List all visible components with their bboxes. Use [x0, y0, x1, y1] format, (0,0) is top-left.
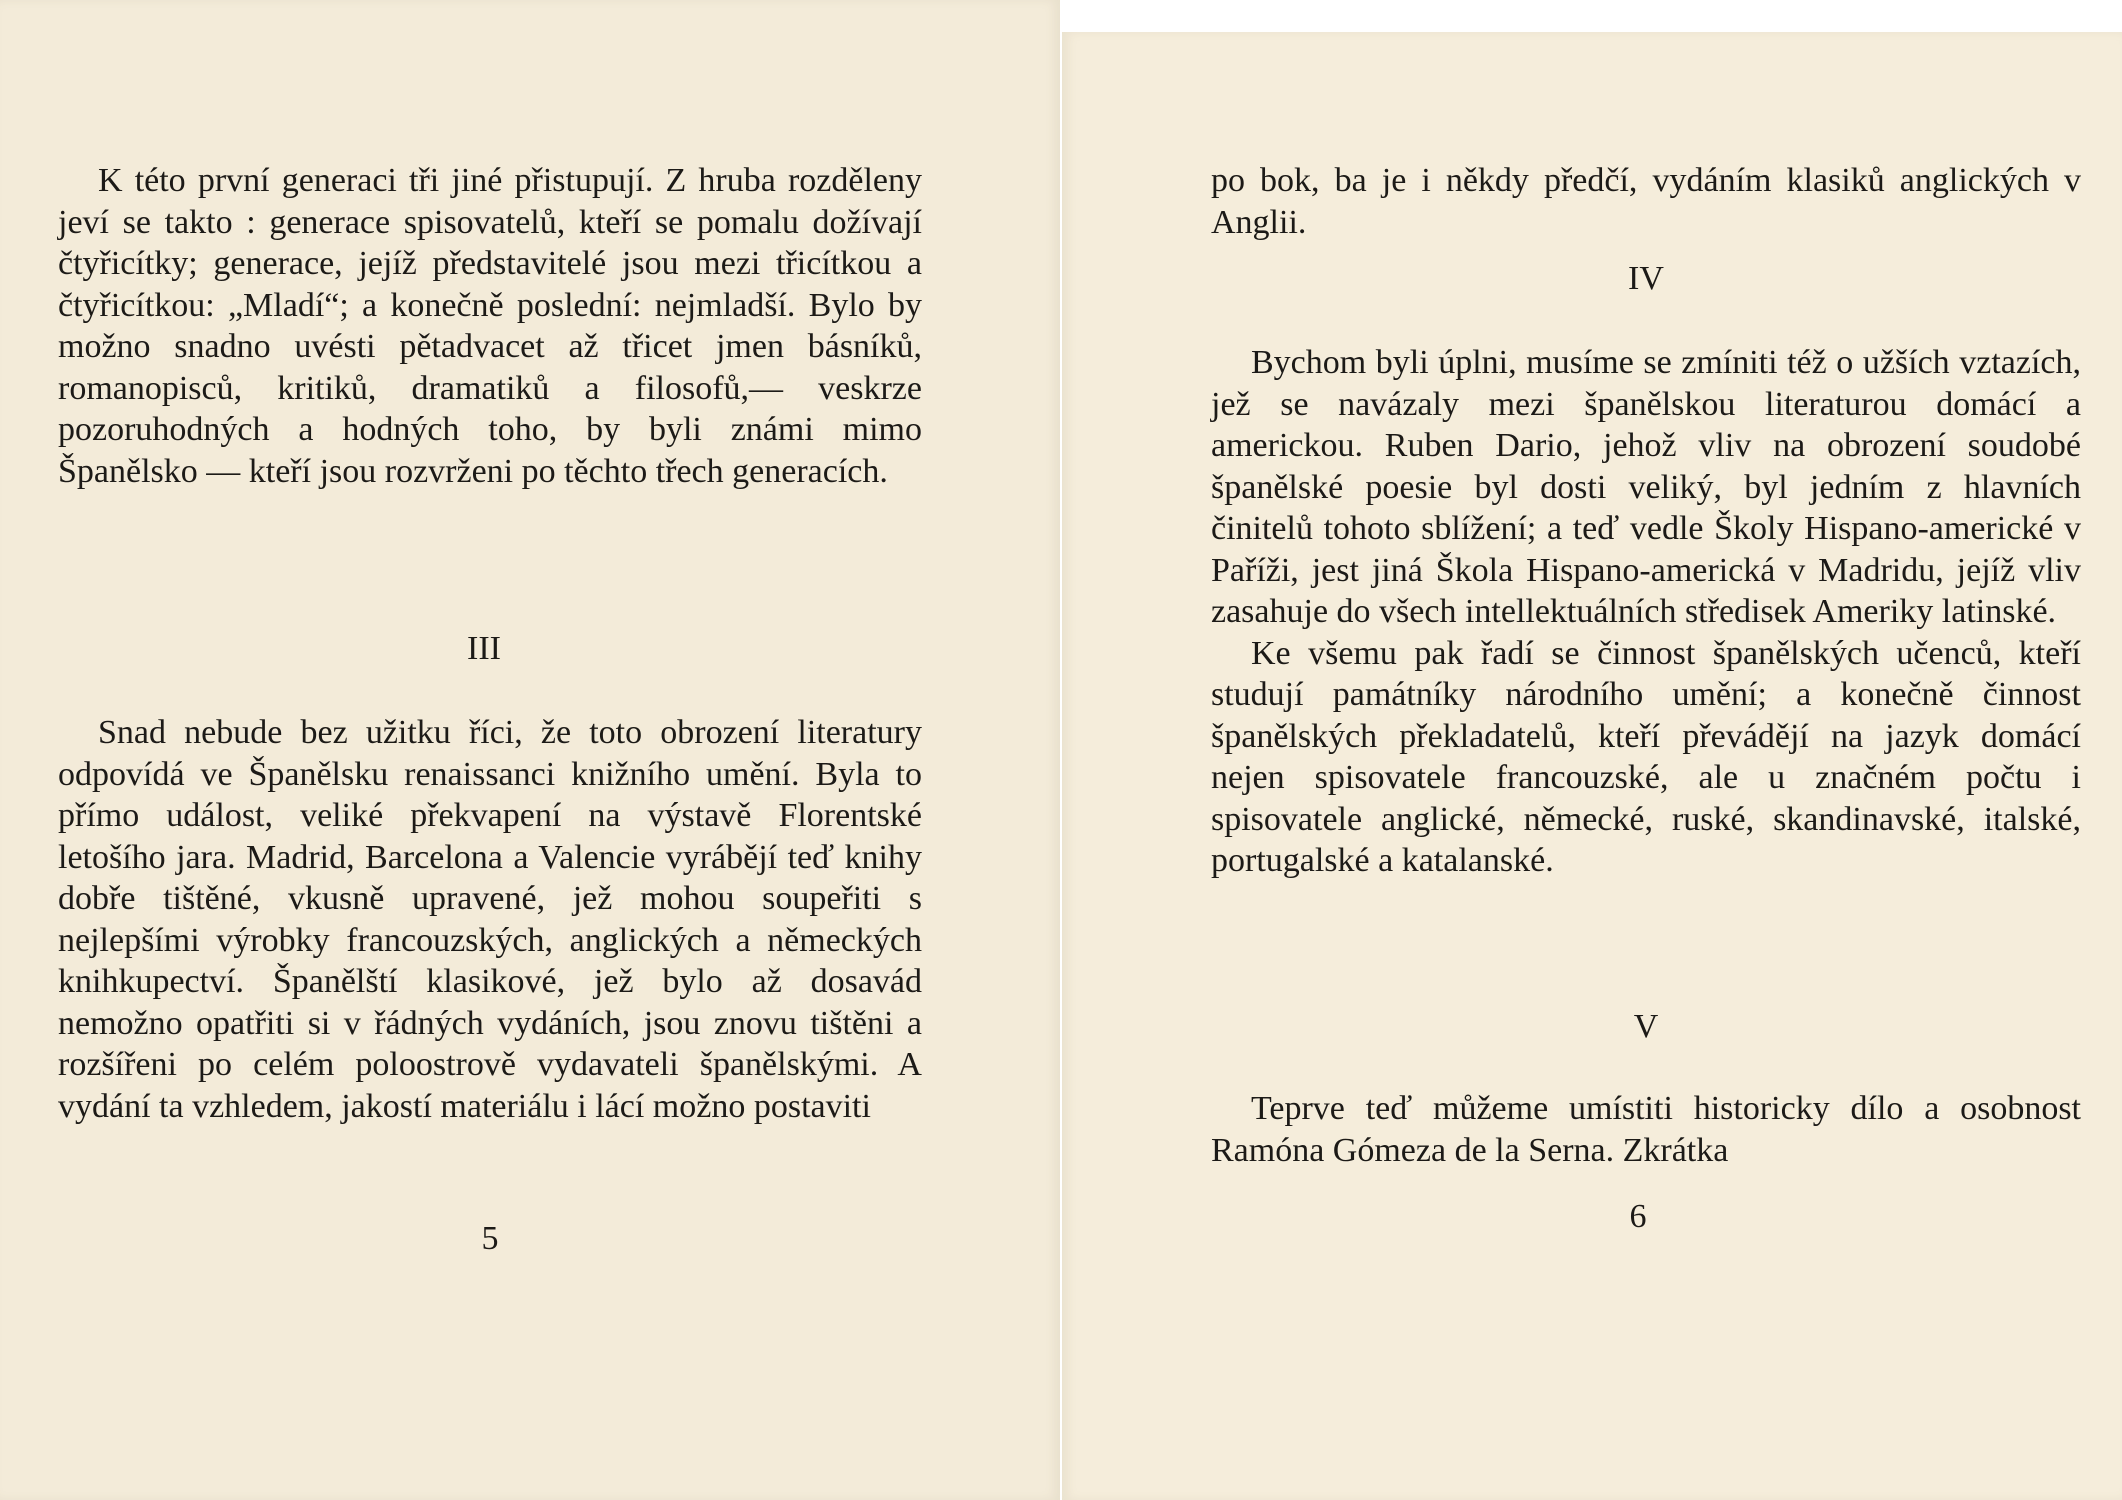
right-paragraph-2: Bychom byli úplni, musíme se zmíniti též o užších vztazích, jež se navázaly mezi španělskou literaturou domácí a americkou. Ruben Dario, jehož vliv na obrození soudobé španělské poesie byl dosti veliký, byl jedním z hlavních činitelů tohoto sblížení; a teď vedle Školy Hispano-americké v Paříži, jest jiná Škola Hispano-americká v Madridu, jejíž vliv zasahuje do všech intellektuálních středisek Ameriky latinské.: [1211, 344, 2081, 630]
left-paragraph-1: K této první generaci tři jiné přistupují. Z hruba rozděleny jeví se takto : generace spisovatelů, kteří se pomalu dožívají čtyřicítky; generace, jejíž představitelé jsou mezi třicítkou a čtyřicítkou: „Mladí“; a konečně poslední: nejmladší. Bylo by možno snadno uvésti pětadvacet až třicet jmen básníků, romanopisců, kritiků, dramatiků a filosofů,— veskrze pozoruhodných a hodných toho, by byli známi mimo Španělsko — kteří jsou rozvrženi po těchto třech generacích.: [58, 162, 922, 490]
right-section-heading-v: V: [1633, 1008, 1659, 1045]
right-text-top: [1211, 160, 2081, 243]
right-paragraph-3: Ke všemu pak řadí se činnost španělských učenců, kteří studují památníky národního umění; a konečně činnost španělských překladatelů, kteří převádějí na jazyk domácí nejen spisovatele francouzské, ale u značném počtu i spisovatele anglické, německé, ruské, skandinavské, italské, portugalské a katalanské.: [1211, 634, 2081, 879]
left-page-number: 5: [481, 1220, 499, 1257]
left-paragraph-2: Snad nebude bez užitku říci, že toto obrození literatury odpovídá ve Španělsku renaissanci knižního umění. Byla to přímo událost, veliké překvapení na výstavě Florentské letošího jara. Madrid, Barcelona a Valencie vyrábějí teď knihy dobře tištěné, vkusně upravené, jež mohou soupeřiti s nejlepšími výrobky francouzských, anglických a německých knihkupectví. Španělští klasikové, jež bylo až dosavád nemožno opatřiti si v řádných vydáních, jsou znovu tištěni a rozšířeni po celém poloostrově vydavateli španělskými. A vydání ta vzhledem, jakostí materiálu i lácí možno postaviti: [58, 714, 922, 1125]
right-paragraph-4: Teprve teď můžeme umístiti historicky dílo a osobnost Ramóna Gómeza de la Serna. Zkrátka: [1211, 1090, 2081, 1169]
left-section-heading: III: [467, 630, 501, 667]
left-page: [0, 0, 1060, 1500]
right-page: [1062, 32, 2122, 1500]
left-text-bottom: [58, 712, 922, 1127]
right-text-bottom: [1211, 1088, 2081, 1171]
right-section-heading-iv: IV: [1628, 260, 1664, 297]
left-text-top: [58, 160, 922, 492]
right-page-number: 6: [1629, 1198, 1647, 1235]
right-text-middle: [1211, 342, 2081, 882]
right-paragraph-1: po bok, ba je i někdy předčí, vydáním klasiků anglických v Anglii.: [1211, 162, 2081, 241]
